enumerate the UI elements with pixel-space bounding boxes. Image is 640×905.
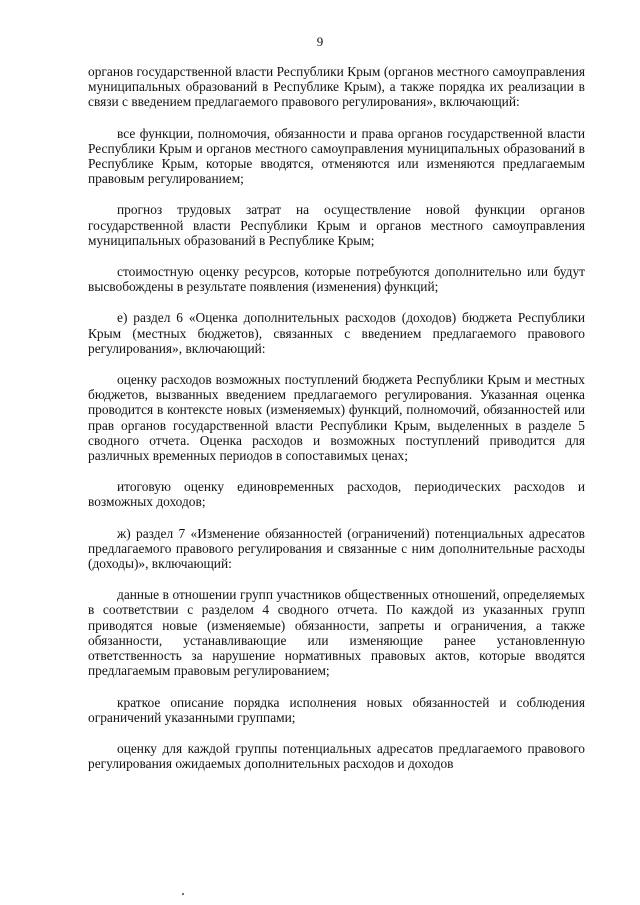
document-body xyxy=(88,64,585,771)
paragraph-brief-description: краткое описание порядка исполнения новых обязанностей и соблюдения ограничений указанными группами; xyxy=(88,694,585,725)
page-number: 9 xyxy=(316,34,324,49)
paragraph-resource-cost: стоимостную оценку ресурсов, которые потребуются дополнительно или будут высвобождены в результате появления (изменения) функций; xyxy=(88,264,585,295)
scan-speck xyxy=(182,893,184,895)
paragraph-labor-forecast: прогноз трудовых затрат на осуществление новой функции органов государственной власти Республики Крым и органов местного самоуправления муниципальных образований в Республике Крым; xyxy=(88,202,585,248)
paragraph-section-7: ж) раздел 7 «Изменение обязанностей (ограничений) потенциальных адресатов предлагаемого правового регулирования и связанные с ним дополнительные расходы (доходы)», включающий: xyxy=(88,525,585,572)
paragraph-group-estimate: оценку для каждой группы потенциальных адресатов предлагаемого правового регулирования ожидаемых дополнительных расходов и доходов xyxy=(88,740,585,772)
paragraph-functions: все функции, полномочия, обязанности и права органов государственной власти Республики Крым и органов местного самоуправления муниципальных образований в Республике Крым, которые вводятся, отменяются или изменяются предлагаемым правовым регулированием; xyxy=(88,125,585,187)
paragraph-groups-data: данные в отношении групп участников общественных отношений, определяемых в соответствии с разделом 4 сводного отчета. По каждой из указанных групп приводятся новые (изменяемые) обязанности, запреты и ограничения, а также обязанности, устанавливающие или изменяющие ранее установленную ответственность за нарушение нормативных правовых актов, которые вводятся предлагаемым правовым регулированием; xyxy=(88,587,585,679)
paragraph-section-6: е) раздел 6 «Оценка дополнительных расходов (доходов) бюджета Республики Крым (местных бюджетов), связанных с введением предлагаемого правового регулирования», включающий: xyxy=(88,310,585,356)
paragraph-total-estimate: итоговую оценку единовременных расходов, периодических расходов и возможных доходов; xyxy=(88,479,585,510)
paragraph-budget-estimate: оценку расходов возможных поступлений бюджета Республики Крым и местных бюджетов, вызванных введением предлагаемого регулирования. Указанная оценка проводится в контексте новых (изменяемых) функций, полномочий, обязанностей или прав органов государственной власти Республики Крым, выделенных в разделе 5 сводного отчета. Оценка расходов и возможных поступлений приводится для различных временных периодов в сопоставимых ценах; xyxy=(88,372,585,464)
paragraph-continuation: органов государственной власти Республики Крым (органов местного самоуправления муниципальных образований в Республике Крым), а также порядка их реализации в связи с введением предлагаемого правового регулирования», включающий: xyxy=(88,64,585,110)
